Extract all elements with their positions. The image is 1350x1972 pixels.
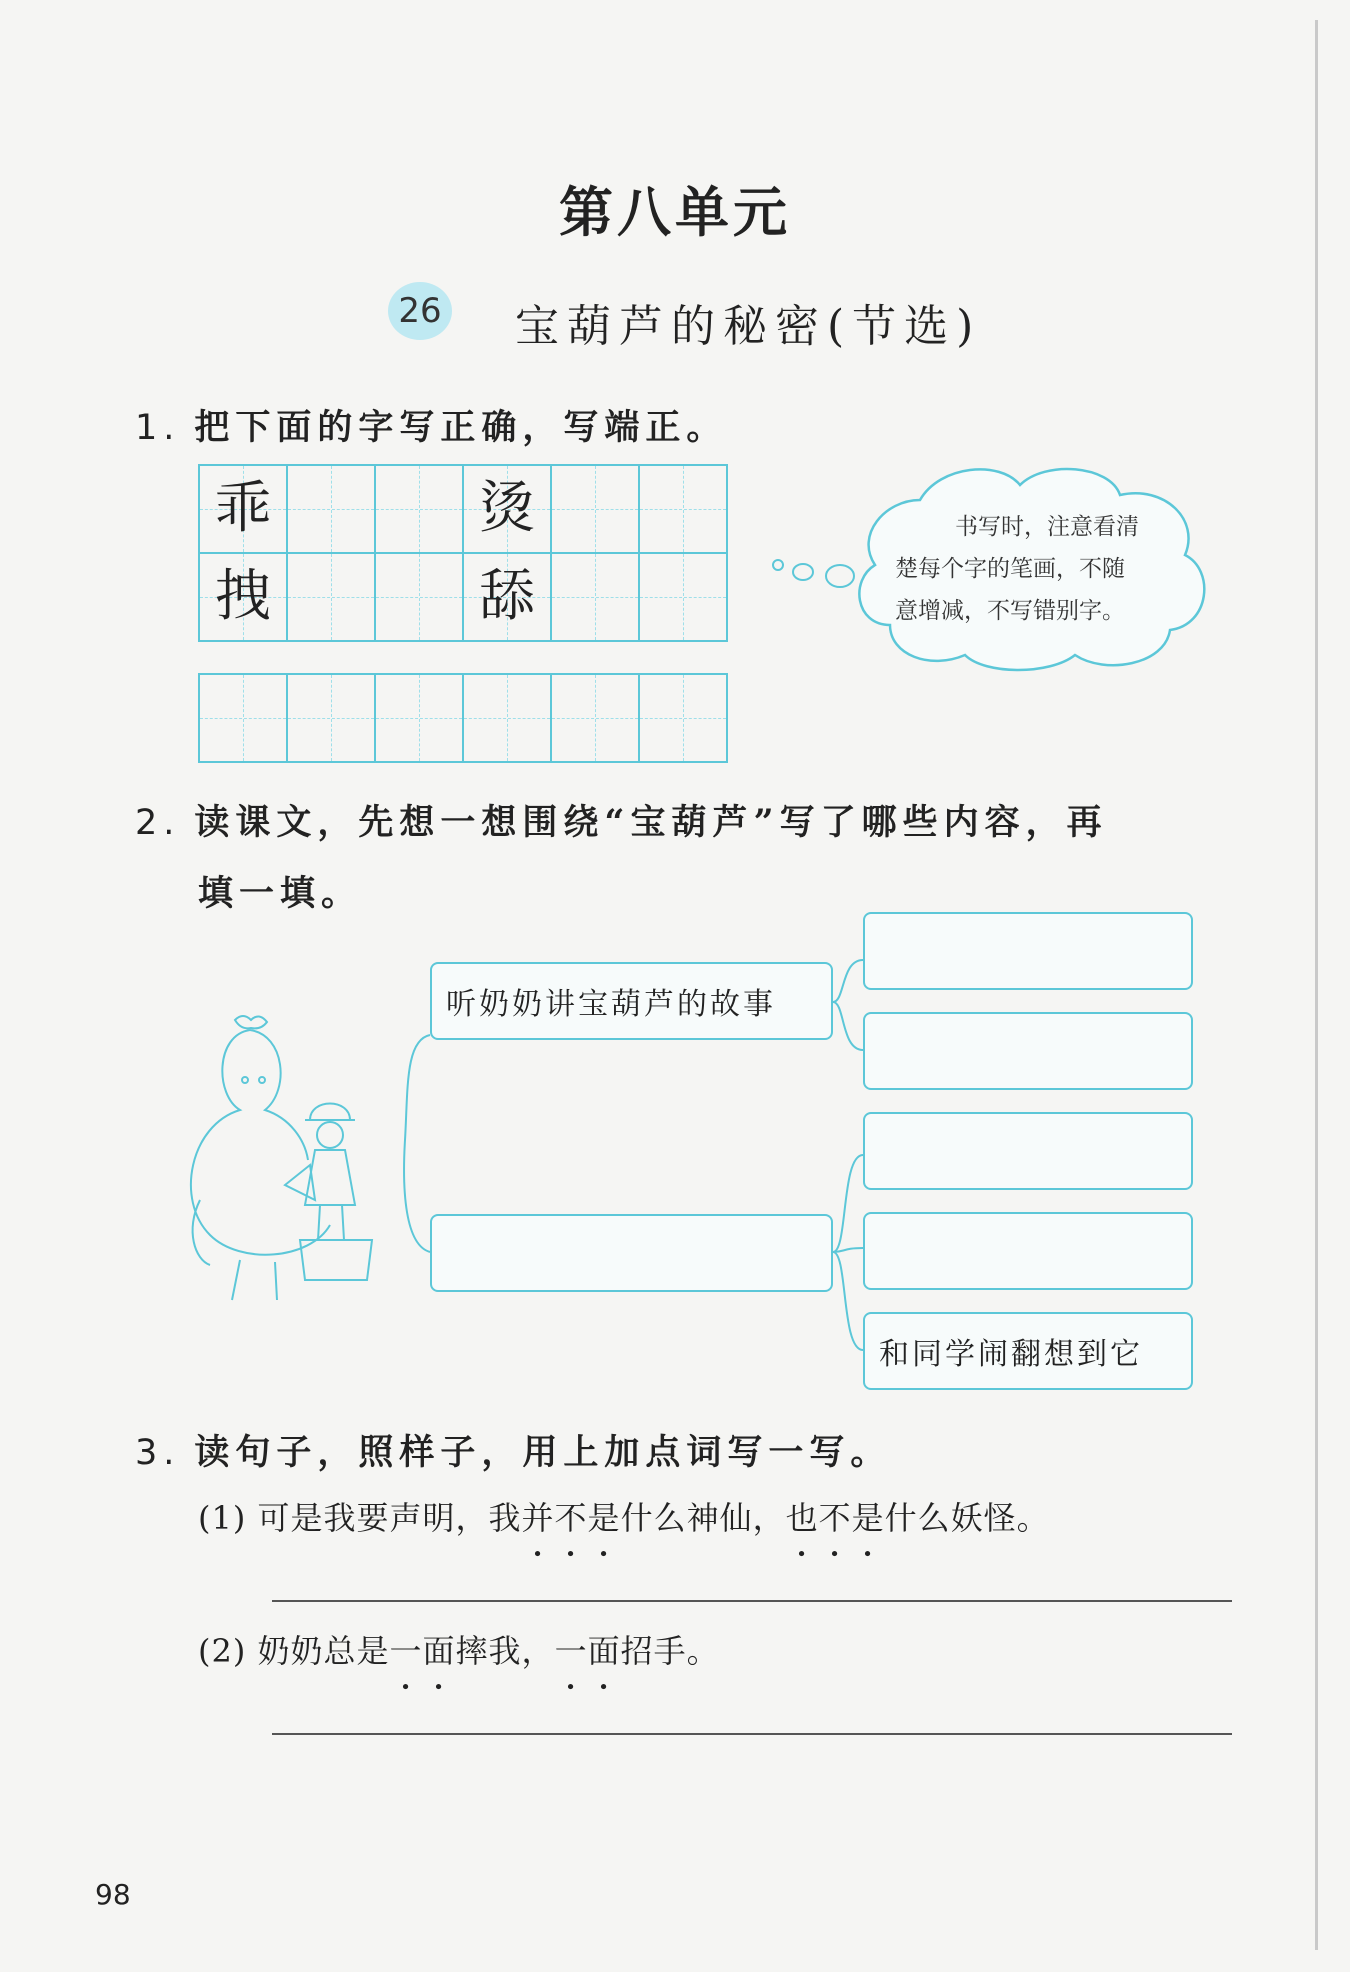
- lesson-title: 宝葫芦的秘密(节选): [515, 301, 982, 352]
- answer-line-2[interactable]: [272, 1733, 1232, 1735]
- grid-cell[interactable]: [638, 673, 728, 763]
- map-box-blank[interactable]: [430, 1214, 833, 1292]
- dotted-word: 并不是: [521, 1499, 621, 1537]
- gourd-doll-icon: [191, 1016, 372, 1300]
- q3-heading: [135, 1425, 891, 1475]
- grid-cell[interactable]: [550, 552, 640, 642]
- grid-cell[interactable]: 乖: [198, 464, 288, 554]
- map-box-story: 听奶奶讲宝葫芦的故事: [430, 962, 833, 1040]
- page-number: 98: [95, 1878, 131, 1911]
- dotted-word: 一面: [389, 1632, 456, 1670]
- gourd-illustration: [180, 1000, 880, 1400]
- grid-cell[interactable]: [286, 673, 376, 763]
- page-edge: [1315, 20, 1318, 1950]
- grid-cell[interactable]: [638, 552, 728, 642]
- lesson-number-badge: 26: [388, 282, 452, 340]
- grid-cell[interactable]: 烫: [462, 464, 552, 554]
- q1-text: 把下面的字写正确，写端正。: [194, 407, 728, 448]
- q1-number: 1.: [135, 408, 181, 448]
- grid-row-3: [200, 675, 728, 763]
- sentence-text: 招手。: [620, 1632, 720, 1670]
- sentence-text: 奶奶总是: [257, 1632, 390, 1670]
- grid-cell[interactable]: 舔: [462, 552, 552, 642]
- writing-tip: [895, 506, 1175, 632]
- answer-line-1[interactable]: [272, 1600, 1232, 1602]
- writing-grid[interactable]: [200, 466, 728, 642]
- unit-title: 第八单元: [559, 180, 791, 244]
- sentence-text: 什么妖怪。: [884, 1499, 1050, 1537]
- tip-line: 楚每个字的笔画，不随: [895, 556, 1125, 582]
- sentence-text: 什么神仙，: [620, 1499, 786, 1537]
- grid-row-2: [200, 554, 728, 642]
- tip-line: 意增减，不写错别字。: [895, 598, 1125, 624]
- map-box-right[interactable]: [863, 1212, 1193, 1290]
- grid-cell[interactable]: [462, 673, 552, 763]
- grid-cell[interactable]: [374, 673, 464, 763]
- sentence-text: 可是我要声明，我: [257, 1499, 522, 1537]
- grid-cell[interactable]: [374, 552, 464, 642]
- q3-number: 3.: [135, 1433, 181, 1473]
- grid-cell[interactable]: [286, 552, 376, 642]
- q3-text: 读句子，照样子，用上加点词写一写。: [194, 1432, 892, 1473]
- grid-cell[interactable]: [638, 464, 728, 554]
- dotted-word: 也不是: [785, 1499, 885, 1537]
- tip-line: 书写时，注意看清: [955, 514, 1139, 540]
- dotted-word: 一面: [554, 1632, 621, 1670]
- sentence-label: (1): [198, 1499, 247, 1537]
- grid-row-1: [200, 466, 728, 554]
- sentence-2: [198, 1626, 720, 1672]
- map-box-right[interactable]: [863, 912, 1193, 990]
- grid-cell[interactable]: 拽: [198, 552, 288, 642]
- grid-cell[interactable]: [550, 464, 640, 554]
- q2-text-line2: 填一填。: [198, 873, 363, 914]
- grid-cell[interactable]: [550, 673, 640, 763]
- empty-writing-grid[interactable]: [200, 675, 728, 763]
- sentence-label: (2): [198, 1632, 247, 1670]
- grid-cell[interactable]: [198, 673, 288, 763]
- grid-cell[interactable]: [374, 464, 464, 554]
- sentence-text: 摔我，: [455, 1632, 555, 1670]
- q2-heading: [135, 795, 1108, 845]
- map-box-right[interactable]: [863, 1112, 1193, 1190]
- map-box-classmate: 和同学闹翻想到它: [863, 1312, 1193, 1390]
- q1-heading: [135, 400, 727, 450]
- q2-text-line1: 读课文，先想一想围绕“宝葫芦”写了哪些内容，再: [194, 802, 1108, 843]
- sentence-1: [198, 1493, 1050, 1539]
- grid-cell[interactable]: [286, 464, 376, 554]
- q2-number: 2.: [135, 803, 181, 843]
- map-box-right[interactable]: [863, 1012, 1193, 1090]
